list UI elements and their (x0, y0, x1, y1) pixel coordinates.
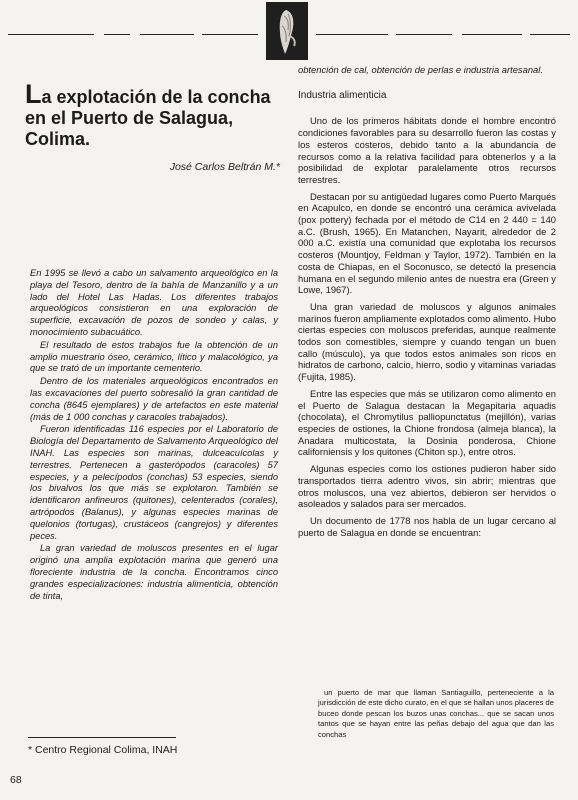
title-text: a explotación de la concha en el Puerto de Salagua, Colima. (25, 87, 271, 149)
left-paragraph: La gran variedad de moluscos presentes en el lugar originó una amplia explotación marina que generó una floreciente industria de la concha. Encontramos cinco grandes especializaciones: industria alimenticia, obtención de tinta, (30, 543, 278, 601)
right-column (298, 64, 556, 543)
right-paragraph: Una gran variedad de moluscos y algunos animales marinos fueron ampliamente explotados como alimento. Hubo ciertas especies con moluscos preferidas, aunque realmente todos son comestibles, siempre y cuando tengan un buen callo (músculo), ya que todos estos animales son ricos en hidratos de carbono, calcio, hierro, sodio y vitaminas variadas (Fujita, 1985). (298, 300, 556, 383)
left-paragraph: Fueron identificadas 116 especies por el Laboratorio de Biología del Departamento de Salvamento Arqueológico del INAH. Las especies son marinas, dulceacuícolas y terrestres. Pertenecen a gasterópodos (caracoles) 57 especies, y a pelecípodos (conchas) 53 especies, siendo los bivalvos los que más se explotaron. También se identificaron anfineuros (quitones), celenterados (corales), artrópodos (Balanus), y algunas especies marinas de quelonios (tortugas), crustáceos (cangrejos) y diferentes peces. (30, 424, 278, 541)
left-paragraph: El resultado de estos trabajos fue la obtención de un amplio muestrario óseo, cerámico, lítico y malacológico, ya que se trató de un importante cementerio. (30, 339, 278, 374)
page-number: 68 (10, 774, 22, 786)
header-rule-left-1 (8, 34, 94, 35)
right-paragraph: Algunas especies como los ostiones pudieron haber sido transportados tierra adentro vivos, sin abrir; mientras que otros moluscos, una vez abiertos, debieron ser hervidos o asoleados y salados para ser mercados. (298, 463, 556, 510)
header-rule-right-1 (316, 34, 388, 35)
right-paragraph: Destacan por su antigüedad lugares como Puerto Marqués en Acapulco, en donde se encontró una cerámica avivelada (pox pottery) fechada por el método de C14 en 2 440 = 140 a.C. (Brush, 1965). En Matanchen, Nayarit, alrededor de 2 000 a.C. existía una comunidad que explotaba los recursos costeros (Mountjoy, Feldman y Taylor, 1972). También en la costa de Chiapas, en el Soconusco, se detectó la presencia humana en el segundo milenio antes de nuestra era (Green y Lowe, 1967). (298, 190, 556, 296)
left-column (30, 268, 278, 603)
article-title (25, 79, 275, 150)
left-paragraph: En 1995 se llevó a cabo un salvamento arqueológico en la playa del Tesoro, dentro de la bahía de Manzanillo y a un lado del Hotel Las Hadas. Los diferentes trabajos arqueológicos consistieron en una exploración de superficie, excavación de pozos de sondeo y calas, y monocimiento subacuático. (30, 268, 278, 337)
header-rule-right-4 (530, 34, 570, 35)
block-quote: un puerto de mar que llaman Santiaguillo, perteneciente a la jurisdicción de este dicho curato, en el que se hallan unos placeres de buceo donde pescan los buzos unas conchas... que se sacan unos tantos que se hayan entre las peñas debajo del agua que dan las conchas (318, 688, 554, 739)
header-rule-left-2 (104, 34, 130, 35)
header-rule-right-2 (396, 34, 452, 35)
section-heading: Industria alimenticia (298, 89, 387, 101)
footnote-rule (28, 737, 176, 738)
header-rule-left-4 (202, 34, 258, 35)
right-paragraph: Entre las especies que más se utilizaron como alimento en el Puerto de Salagua destacan la Megapitaria aquadis (chocolata), el Chromytilus palliopunctatus (mejillón), varias especies de ostiones, la Chione frondosa (almeja blanca), la Anadara multicostata, la Dosinia ponderosa, Chione californiensis y los quitones (Chiton sp.), entre otros. (298, 387, 556, 458)
right-paragraph: Uno de los primeros hábitats donde el hombre encontró condiciones favorables para su desarrollo fueron las costas y los esteros costeros, debido tanto a la abundancia de recursos como a la relativa facilidad para obtenerlos y a la posibilidad de explotar paralelamente otros recursos terrestres. (298, 115, 556, 185)
right-paragraph: Un documento de 1778 nos habla de un lugar cercano al puerto de Salagua en donde se encuentran: (298, 514, 556, 538)
header-rule-left-3 (140, 34, 194, 35)
header-rule-right-3 (462, 34, 522, 35)
continuation-text: obtención de cal, obtención de perlas e industria artesanal. (298, 64, 543, 75)
title-dropcap: L (25, 79, 42, 109)
left-paragraph: Dentro de los materiales arqueológicos encontrados en las excavaciones del puerto sobresalió la gran cantidad de concha (8645 ejemplares) y de artefactos en este material (más de 1 000 conchas y caracoles trabajados). (30, 376, 278, 422)
shell-photo (266, 2, 308, 60)
footnote: * Centro Regional Colima, INAH (28, 744, 178, 756)
author-name: José Carlos Beltrán M.* (169, 161, 280, 173)
